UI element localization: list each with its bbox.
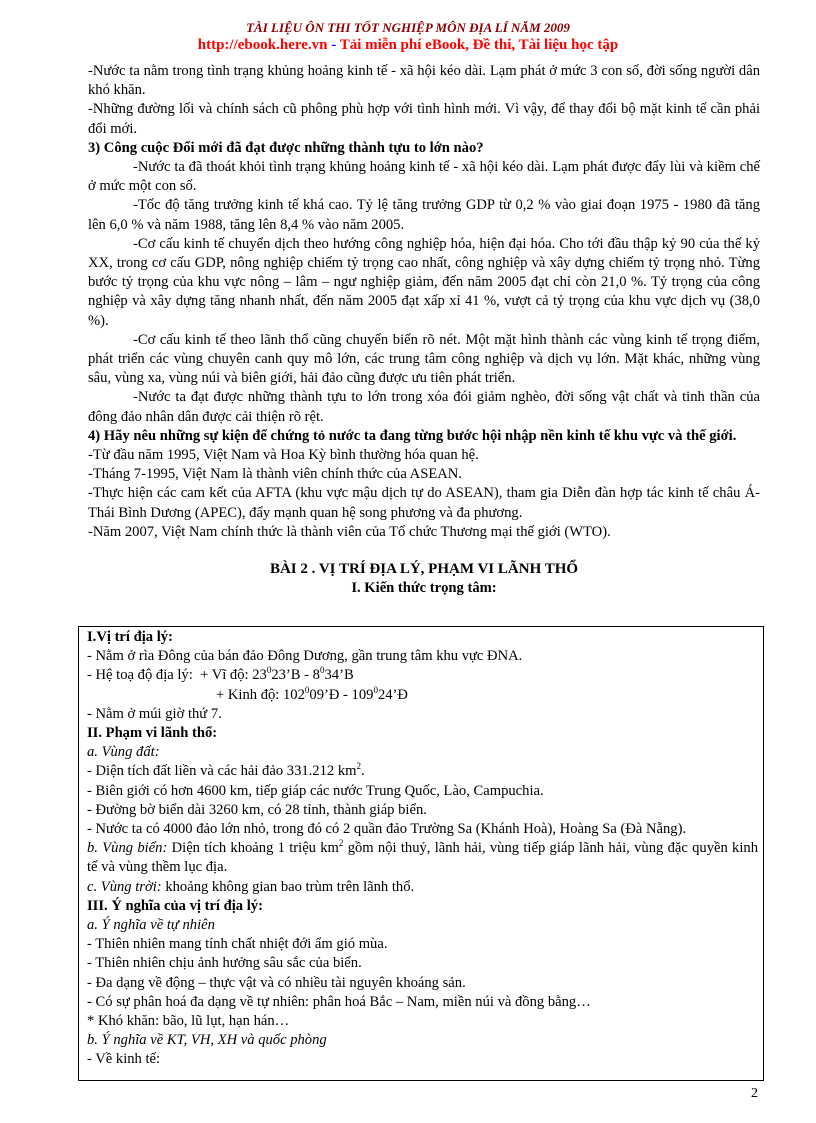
answer-paragraph: -Cơ cấu kinh tế chuyển dịch theo hướng công nghiệp hóa, hiện đại hóa. Cho tới đầu thập kỷ 90 của thế kỷ XX, trong cơ cấu GDP, nông nghiệp chiếm tỷ trọng cao nhất, công nghiệp và xây dựng chiếm tỷ trọng nhỏ. Từng bước tỷ trọng của khu vực nông – lâm – ngư nghiệp giảm, đến năm 2005 đạt chỉ còn 21,0 %. Tỷ trọng của công nghiệp và xây dựng tăng nhanh nhất, đến năm 2005 đạt xấp xỉ 41 %, vượt cả tỷ trọng của khu vực dịch vụ (38,0 %). <box>88 235 760 329</box>
coord-part: 09’Đ - 109 <box>309 686 374 703</box>
sea-text: gồm nội thuỷ, lãnh hải, vùng tiếp giáp lãnh hải, vùng đặc quyền kinh tế và vùng thềm lục địa. <box>87 840 758 876</box>
header-separator: - <box>327 37 340 53</box>
coord-part: 24’Đ <box>377 686 408 703</box>
area-text: - Diện tích đất liền và các hải đảo 331.212 km <box>87 763 357 780</box>
sea-unit-sup: 2 <box>338 838 344 849</box>
question-3-heading: 3) Công cuộc Đổi mới đã đạt được những thành tựu to lớn nào? <box>88 139 484 156</box>
subsection-heading: a. Ý nghĩa về tự nhiên <box>87 917 215 934</box>
degree-sup: 0 <box>266 665 272 676</box>
coord-part: 34’B <box>324 667 354 684</box>
answer-paragraph: -Nước ta đã thoát khỏi tình trạng khủng hoảng kinh tế - xã hội kéo dài. Lạm phát được đẩy lùi và kiềm chế ở mức một con số. <box>88 159 760 195</box>
intro-paragraph: -Những đường lối và chính sách cũ phông phù hợp với tình hình mới. Vì vậy, để thay đổi bộ mặt kinh tế cần phải đổi mới. <box>88 101 760 137</box>
coordinates-latitude <box>87 666 758 685</box>
coord-label: + Kinh độ: 102 <box>216 686 305 703</box>
subsection-label: c. Vùng trời: <box>87 878 162 895</box>
sea-text: Diện tích khoảng 1 triệu km <box>167 840 339 857</box>
source-link[interactable]: http://ebook.here.vn <box>197 37 328 53</box>
source-tagline: Tải miễn phí eBook, Đề thi, Tài liệu học tập <box>339 37 619 53</box>
section-heading: III. Ý nghĩa của vị trí địa lý: <box>87 897 263 914</box>
answer-paragraph: -Cơ cấu kinh tế theo lãnh thổ cũng chuyển biến rõ nét. Một mặt hình thành các vùng kinh tế trọng điểm, phát triển các vùng chuyên canh quy mô lớn, các trung tâm công nghiệp và dịch vụ lớn. Mặt khác, những vùng sâu, vùng xa, vùng núi và biên giới, hải đảo cũng được ưu tiên phát triển. <box>88 331 760 387</box>
box-item: - Biên giới có hơn 4600 km, tiếp giáp các nước Trung Quốc, Lào, Campuchia. <box>87 782 544 799</box>
degree-sup: 0 <box>373 684 378 695</box>
answer-item: -Từ đầu năm 1995, Việt Nam và Hoa Kỳ bình thường hóa quan hệ. <box>88 447 479 464</box>
degree-sup: 0 <box>304 684 310 695</box>
answer-item: -Tháng 7-1995, Việt Nam là thành viên chính thức của ASEAN. <box>88 466 462 483</box>
document-header-title: TÀI LIỆU ÔN THI TỐT NGHIỆP MÔN ĐỊA LÍ NĂM 2009 <box>246 20 570 35</box>
area-unit-sup: 2 <box>356 761 361 772</box>
box-item: * Khó khăn: bão, lũ lụt, hạn hán… <box>87 1013 290 1030</box>
box-item: - Có sự phân hoá đa dạng về tự nhiên: phân hoá Bắc – Nam, miền núi và đồng bằng… <box>87 993 591 1010</box>
answer-item: -Năm 2007, Việt Nam chính thức là thành viên của Tổ chức Thương mại thế giới (WTO). <box>88 523 611 540</box>
lesson-subtitle: I. Kiến thức trọng tâm: <box>351 580 497 597</box>
document-header-source <box>0 37 816 54</box>
box-item <box>87 762 758 781</box>
box-item: - Nằm ở rìa Đông của bán đảo Đông Dương, gần trung tâm khu vực ĐNA. <box>87 648 523 665</box>
area-end: . <box>361 763 365 780</box>
box-item-sky <box>87 878 758 897</box>
answer-paragraph: -Nước ta đạt được những thành tựu to lớn trong xóa đói giảm nghèo, đời sống vật chất và tinh thần của đông đảo nhân dân được cải thiện rõ rệt. <box>88 389 760 425</box>
box-item: - Nước ta có 4000 đảo lớn nhỏ, trong đó có 2 quần đảo Trường Sa (Khánh Hoà), Hoàng Sa (Đà Nẵng). <box>87 821 687 838</box>
box-item: - Đường bờ biển dài 3260 km, có 28 tỉnh, thành giáp biển. <box>87 801 427 818</box>
section-heading: I.Vị trí địa lý: <box>87 629 173 645</box>
page-number: 2 <box>751 1086 758 1101</box>
subsection-heading: a. Vùng đất: <box>87 744 160 761</box>
subsection-heading: b. Ý nghĩa về KT, VH, XH và quốc phòng <box>87 1032 327 1049</box>
knowledge-box <box>78 626 764 1081</box>
sky-text: khoảng không gian bao trùm trên lãnh thổ. <box>161 878 415 895</box>
answer-paragraph: -Tốc độ tăng trưởng kinh tế khá cao. Tỷ lệ tăng trưởng GDP từ 0,2 % vào giai đoạn 1975 - 1980 đã tăng lên 6,0 % và năm 1988, tăng lên 8,4 % vào năm 2005. <box>88 197 760 233</box>
coordinates-longitude <box>87 686 758 705</box>
box-item: - Nằm ở múi giờ thứ 7. <box>87 705 222 722</box>
box-item: - Về kinh tế: <box>87 1051 161 1068</box>
intro-paragraph: -Nước ta nằm trong tình trạng khủng hoảng kinh tế - xã hội kéo dài. Lạm phát ở mức 3 con số, đời sống người dân khó khăn. <box>88 63 760 99</box>
coord-part: 23’B - 8 <box>271 667 320 684</box>
coord-label: - Hệ toạ độ địa lý: + Vĩ độ: 23 <box>87 667 267 684</box>
box-item: - Thiên nhiên chịu ảnh hưởng sâu sắc của biển. <box>87 955 362 972</box>
document-body <box>88 62 760 598</box>
degree-sup: 0 <box>319 665 325 676</box>
lesson-title: BÀI 2 . VỊ TRÍ ĐỊA LÝ, PHẠM VI LÃNH THỔ <box>269 561 579 578</box>
section-heading: II. Phạm vi lãnh thổ: <box>87 725 218 742</box>
subsection-label: b. Vùng biển: <box>87 840 168 857</box>
box-item-sea <box>87 839 758 877</box>
question-4-heading: 4) Hãy nêu những sự kiện để chứng tỏ nước ta đang từng bước hội nhập nền kinh tế khu vực và thế giới. <box>88 427 737 444</box>
answer-item: -Thực hiện các cam kết của AFTA (khu vực mậu dịch tự do ASEAN), tham gia Diễn đàn hợp tác kinh tế châu Á-Thái Bình Dương (APEC), đẩy mạnh quan hệ song phương và đa phương. <box>88 485 760 521</box>
box-item: - Đa dạng về động – thực vật và có nhiều tài nguyên khoáng sản. <box>87 974 466 991</box>
box-item: - Thiên nhiên mang tính chất nhiệt đới ẩm gió mùa. <box>87 936 388 953</box>
